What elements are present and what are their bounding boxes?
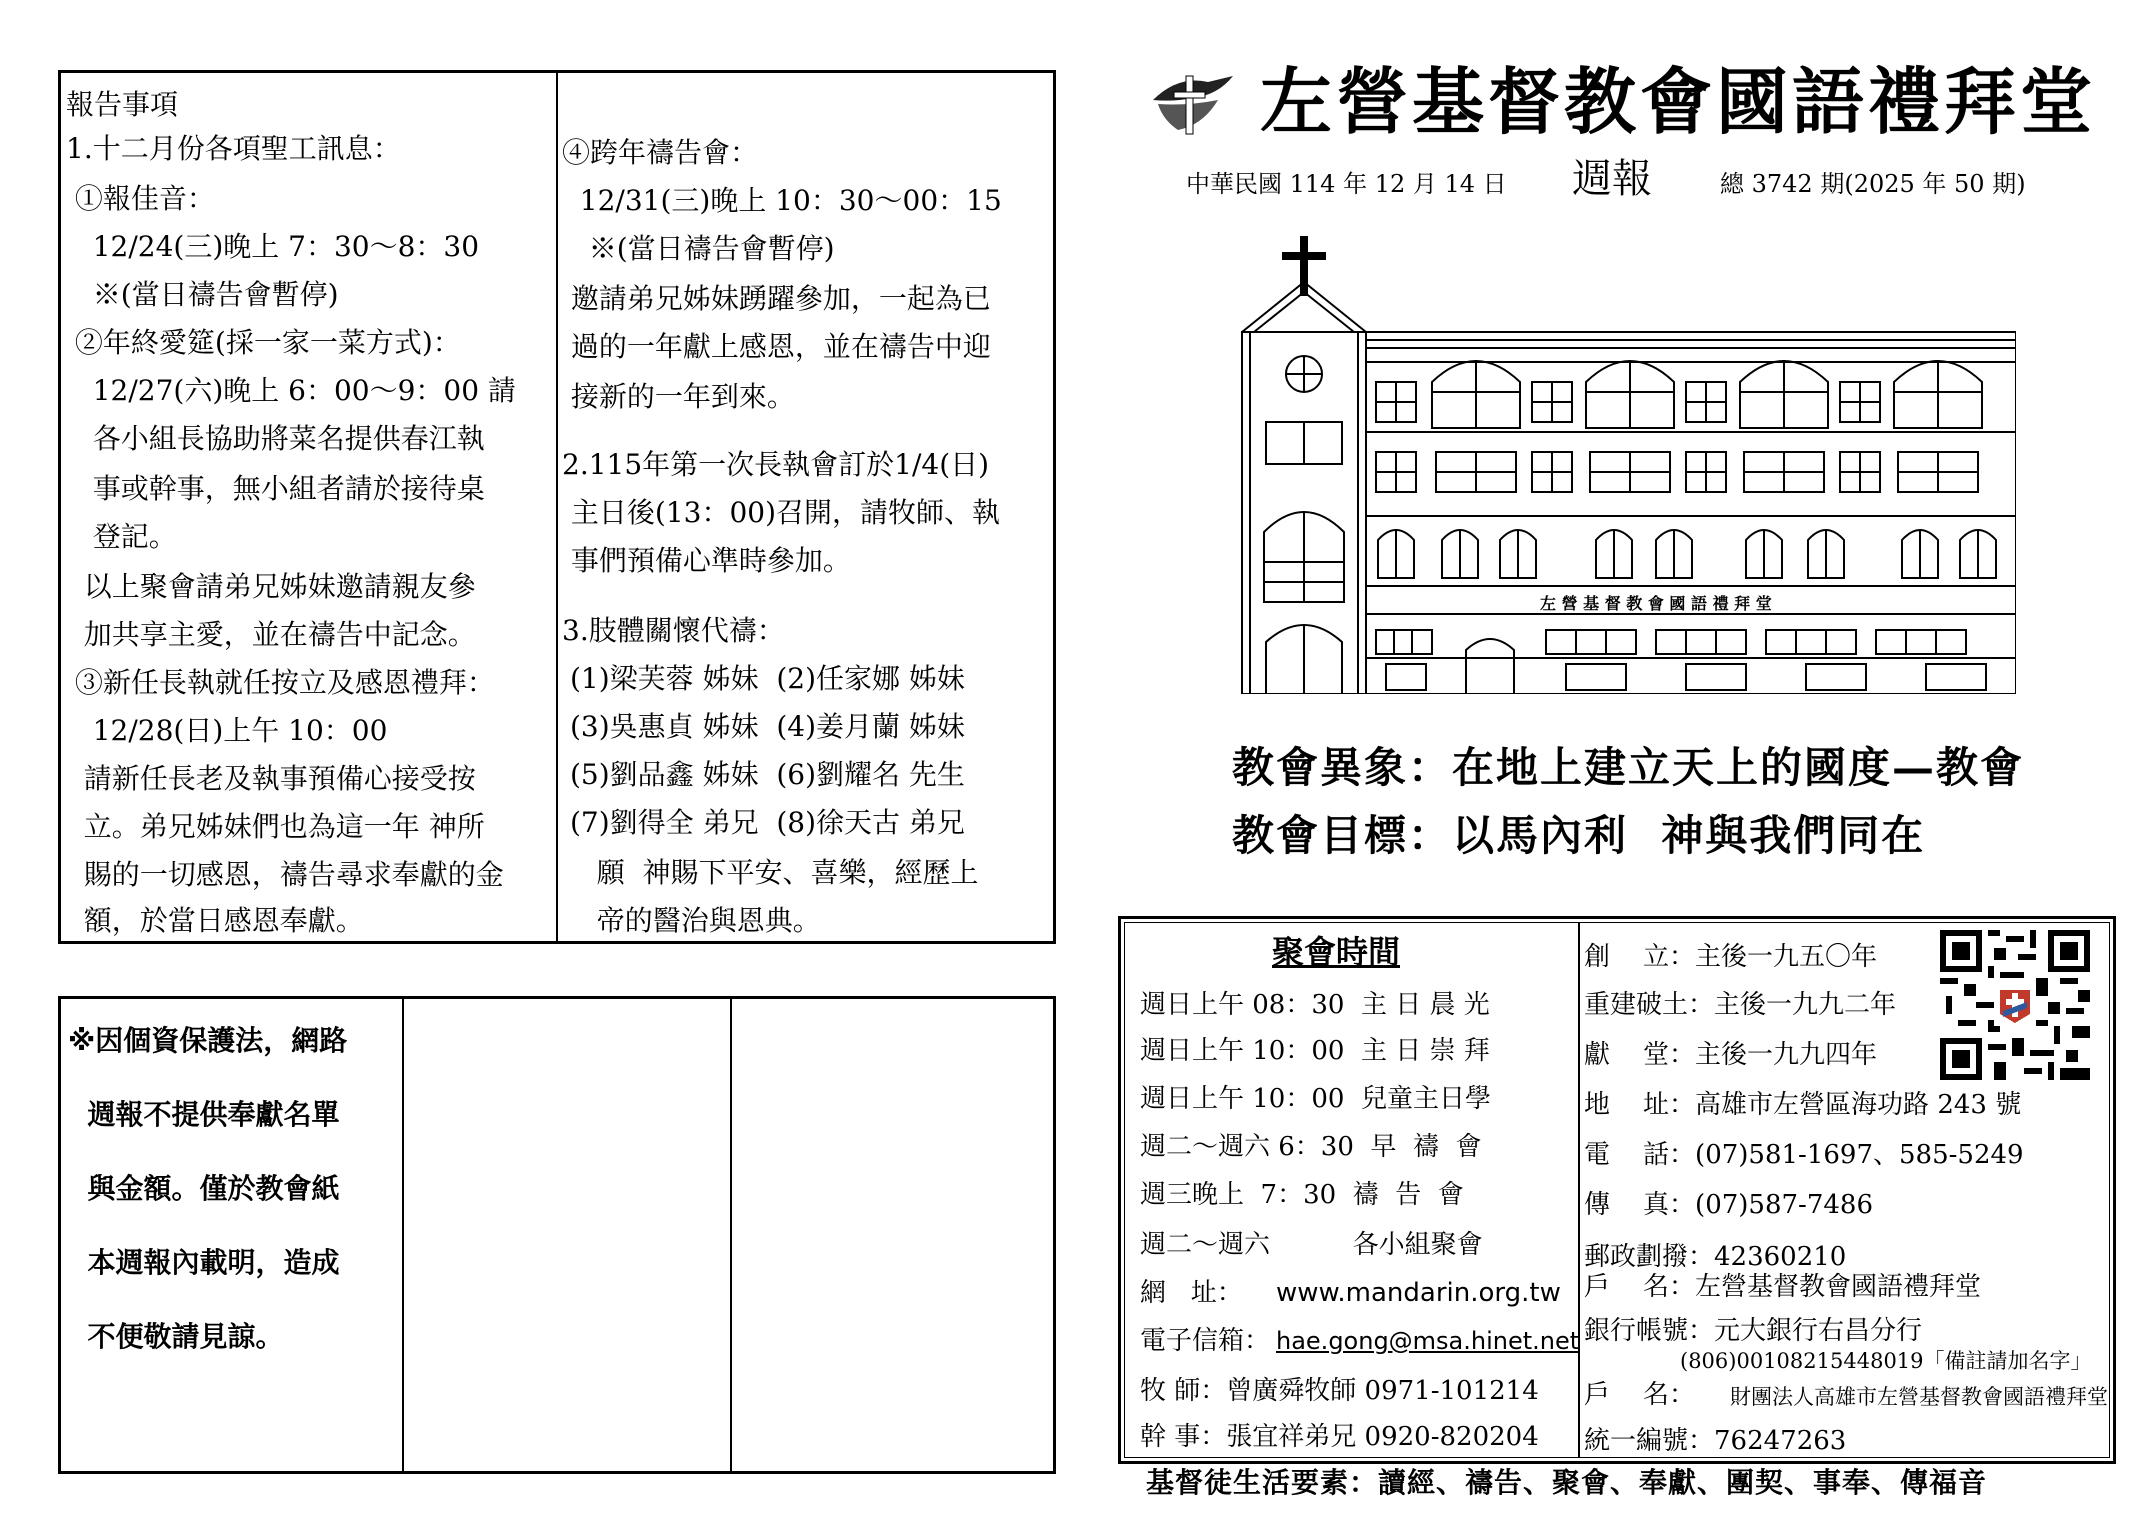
col2-line: 願 神賜下平安、喜樂，經歷上 (570, 856, 979, 889)
email-link[interactable]: hae.gong@msa.hinet.net (1276, 1327, 1580, 1355)
col2-line: 主日後(13：00)召開，請牧師、執 (562, 496, 1001, 529)
info-row: 創 立：主後一九五〇年 (1584, 942, 1878, 972)
col2-line: (3)吳惠貞 姊妹 (4)姜月蘭 姊妹 (570, 710, 965, 743)
privacy-line: 不便敬請見諒。 (68, 1320, 284, 1353)
bulletin-label: 週報 (1572, 156, 1652, 202)
church-vision: 教會異象：在地上建立天上的國度—教會 (1232, 743, 2025, 792)
col2-line: (5)劉品鑫 姊妹 (6)劉耀名 先生 (570, 758, 965, 791)
tax-id: 統一編號：76247263 (1584, 1426, 1847, 1456)
col1-line: 登記。 (66, 520, 177, 553)
col1-line: 請新任長老及執事預備心接受按 (66, 762, 476, 795)
col2-line: (7)劉得全 弟兄 (8)徐天古 弟兄 (570, 806, 965, 839)
info-row: 郵政劃撥：42360210 (1584, 1242, 1847, 1272)
pastor-contact: 牧 師：曾廣舜牧師 0971-101214 (1140, 1376, 1539, 1406)
col2-line: 12/31(三)晚上 10：30～00：15 (562, 184, 1002, 217)
offering-box (58, 996, 1056, 1474)
meeting-row: 週日上午 10：00 兒童主日學 (1140, 1084, 1491, 1114)
meeting-row: 週日上午 10：00 主 日 崇 拜 (1140, 1036, 1490, 1066)
col2-line: 過的一年獻上感恩，並在禱告中迎 (562, 330, 991, 363)
website-label: 網 址： (1140, 1278, 1243, 1308)
bulletin-date: 中華民國 114 年 12 月 14 日 (1186, 170, 1507, 198)
church-goal: 教會目標：以馬內利 神與我們同在 (1232, 811, 1926, 860)
col1-line: ③新任長執就任按立及感恩禮拜： (66, 666, 495, 699)
meetings-heading: 聚會時間 (1272, 933, 1401, 971)
col2-line: 3.肢體關懷代禱： (562, 614, 785, 647)
church-logo-icon (1148, 70, 1238, 140)
qr-code-icon[interactable] (1940, 930, 2090, 1080)
privacy-line: ※因個資保護法，網路 (68, 1024, 348, 1057)
col2-line: 帝的醫治與恩典。 (570, 904, 821, 937)
meeting-row: 週三晚上 7：30 禱 告 會 (1140, 1180, 1464, 1210)
building-sign: 左 營 基 督 教 會 國 語 禮 拜 堂 (1540, 594, 1772, 613)
account-name: 財團法人高雄市左營基督教會國語禮拜堂 (1730, 1385, 2108, 1409)
bulletin-issue: 總 3742 期(2025 年 50 期) (1720, 170, 2026, 198)
col2-line: 邀請弟兄姊妹踴躍參加，一起為已 (562, 282, 991, 315)
email-label: 電子信箱： (1140, 1326, 1271, 1356)
col2-line: 接新的一年到來。 (562, 380, 795, 413)
announcements-heading: 報告事項 (66, 88, 179, 121)
offering-divider-1 (402, 998, 404, 1472)
info-row: 銀行帳號：元大銀行右昌分行 (1584, 1316, 1923, 1346)
info-row: 傳 真：(07)587-7486 (1584, 1190, 1874, 1220)
col2-line: 事們預備心準時參加。 (562, 544, 851, 577)
bank-account-number: (806)00108215448019「備註請加名字」 (1680, 1349, 2092, 1373)
col1-line: 賜的一切感恩，禱告尋求奉獻的金 (66, 858, 504, 891)
col2-line: 2.115年第一次長執會訂於1/4(日) (562, 448, 990, 481)
col2-line: ④跨年禱告會： (562, 136, 759, 169)
privacy-line: 與金額。僅於教會紙 (68, 1172, 340, 1205)
col1-line: ①報佳音： (66, 182, 215, 215)
staff-contact: 幹 事：張宜祥弟兄 0920-820204 (1140, 1422, 1539, 1452)
col2-line: ※(當日禱告會暫停) (562, 232, 835, 265)
col1-line: ※(當日禱告會暫停) (66, 278, 339, 311)
church-building-illustration (1236, 232, 2016, 694)
col2-line: (1)梁芙蓉 姊妹 (2)任家娜 姊妹 (570, 662, 965, 695)
info-row: 戶 名：左營基督教會國語禮拜堂 (1584, 1272, 1982, 1302)
col1-line: ②年終愛筵(採一家一菜方式)： (66, 326, 461, 359)
col1-line: 12/24(三)晚上 7：30～8：30 (66, 230, 480, 263)
footer-motto: 基督徒生活要素：讀經、禱告、聚會、奉獻、團契、事奉、傳福音 (1146, 1466, 1988, 1499)
info-divider (1578, 922, 1580, 1458)
col1-line: 12/28(日)上午 10：00 (66, 714, 388, 747)
col1-line: 以上聚會請弟兄姊妹邀請親友參 (66, 570, 476, 603)
offering-divider-2 (730, 998, 732, 1472)
meeting-row: 週日上午 08：30 主 日 晨 光 (1140, 990, 1490, 1020)
info-row: 電 話：(07)581-1697、585-5249 (1584, 1140, 2024, 1170)
announcements-divider (556, 72, 558, 942)
col1-line: 立。弟兄姊妹們也為這一年 神所 (66, 810, 485, 843)
col1-line: 加共享主愛，並在禱告中記念。 (66, 618, 476, 651)
info-row: 地 址：高雄市左營區海功路 243 號 (1584, 1090, 2022, 1120)
account-name-label: 戶 名： (1584, 1380, 1696, 1410)
meeting-row: 週二～週六 各小組聚會 (1140, 1230, 1483, 1260)
meeting-row: 週二～週六 6：30 早 禱 會 (1140, 1132, 1482, 1162)
info-row: 重建破土：主後一九九二年 (1584, 990, 1897, 1020)
privacy-line: 本週報內載明，造成 (68, 1246, 340, 1279)
col1-line: 事或幹事，無小組者請於接待桌 (66, 472, 485, 505)
col1-line: 額，於當日感恩奉獻。 (66, 904, 364, 937)
privacy-line: 週報不提供奉獻名單 (68, 1098, 340, 1131)
church-title: 左營基督教會國語禮拜堂 (1260, 59, 2097, 144)
col1-line: 1.十二月份各項聖工訊息： (66, 132, 401, 165)
website-link[interactable]: www.mandarin.org.tw (1276, 1278, 1561, 1308)
col1-line: 12/27(六)晚上 6：00～9：00 請 (66, 374, 516, 407)
info-row: 獻 堂：主後一九九四年 (1584, 1040, 1878, 1070)
col1-line: 各小組長協助將菜名提供春江執 (66, 422, 485, 455)
